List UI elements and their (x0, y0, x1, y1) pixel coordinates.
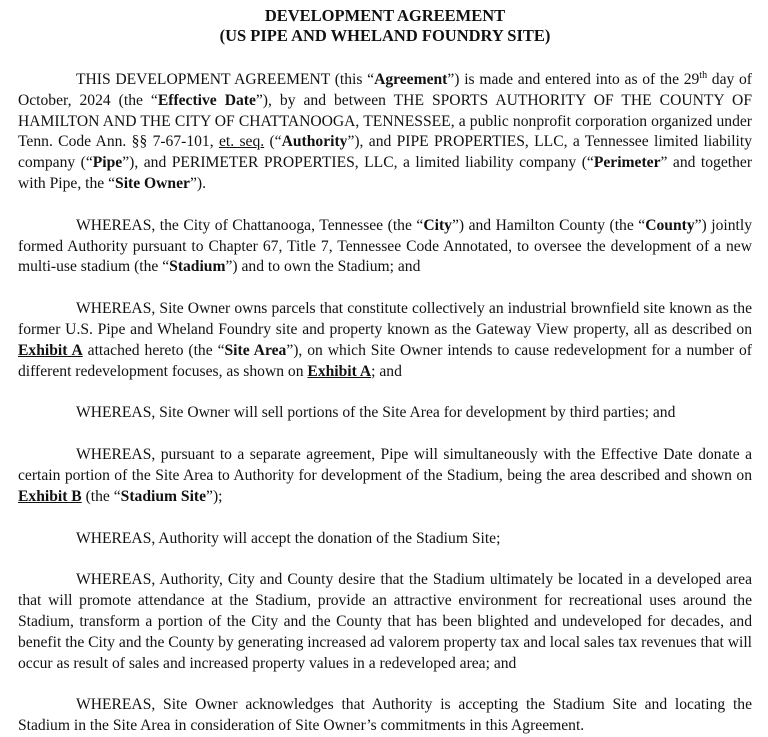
intro-paragraph: THIS DEVELOPMENT AGREEMENT (this “Agreement”) is made and entered into as of the 29th day of October, 2024 (the “Effective Date”), by and between THE SPORTS AUTHORITY OF THE COUNTY OF HAMILTON AND THE CITY OF CHATTANOOGA, TENNESSEE, a public nonprofit corporation organized under Tenn. Code Ann. §§ 7-67-101, et. seq. (“Authority”), and PIPE PROPERTIES, LLC, a Tennessee limited liability company (“Pipe”), and PERIMETER PROPERTIES, LLC, a limited liability company (“Perimeter” and together with Pipe, the “Site Owner”). (18, 69, 753, 192)
defined-term-pipe: Pipe (92, 154, 123, 172)
whereas-city-county: WHEREAS, the City of Chattanooga, Tennessee (the “City”) and Hamilton County (the “County”) jointly formed Authority pursuant to Chapter 67, Title 7, Tennessee Code Annotated, to oversee the development of a new multi-use stadium (the “Stadium”) and to own the Stadium; and (18, 216, 752, 276)
whereas-consideration: WHEREAS, Site Owner acknowledges that Authority is accepting the Stadium Site and locating the Stadium in the Site Area in consideration of Site Owner’s commitments in this Agreement. (18, 696, 752, 735)
document-subtitle: (US PIPE AND WHELAND FOUNDRY SITE) (219, 26, 551, 45)
defined-term-perimeter: Perimeter (593, 154, 661, 172)
whereas-site-area: WHEREAS, Site Owner owns parcels that constitute collectively an industrial brownfield site known as the former U.S. Pipe and Wheland Foundry site and property known as the Gateway View property, all as described on Exhibit A attached hereto (the “Site Area”), on which Site Owner intends to cause redevelopment for a number of different redevelopment focuses, as shown on Exhibit A; and (18, 300, 752, 380)
defined-term-site-owner: Site Owner (115, 174, 190, 192)
whereas-developed-area: WHEREAS, Authority, City and County desire that the Stadium ultimately be located in a developed area that will promote attendance at the Stadium, provide an attractive environment for recreational uses around the Stadium, transform a portion of the City and the County that has been blighted and undeveloped for decades, and benefit the City and the County by generating increased ad valorem property tax and local sales tax revenues that will occur as result of sales and increased property values in a redeveloped area; and (18, 571, 752, 672)
defined-term-site-area: Site Area (224, 341, 287, 359)
whereas-donation: WHEREAS, pursuant to a separate agreement, Pipe will simultaneously with the Effective Date donate a certain portion of the Site Area to Authority for development of the Stadium, being the area described and shown on Exhibit B (the “Stadium Site”); (18, 446, 752, 505)
defined-term-stadium: Stadium (169, 258, 226, 276)
et-seq: et. seq. (218, 133, 265, 151)
defined-term-authority: Authority (281, 133, 348, 151)
exhibit-a-reference-2: Exhibit A (307, 362, 372, 380)
document-title: DEVELOPMENT AGREEMENT (264, 6, 506, 25)
exhibit-a-reference: Exhibit A (18, 341, 83, 359)
whereas-accept-donation: WHEREAS, Authority will accept the donation of the Stadium Site; (76, 529, 501, 547)
defined-term-city: City (423, 216, 452, 234)
defined-term-agreement: Agreement (374, 71, 448, 88)
defined-term-county: County (645, 216, 695, 234)
whereas-sell-portions: WHEREAS, Site Owner will sell portions of the Site Area for development by third parties; and (76, 404, 676, 422)
defined-term-stadium-site: Stadium Site (120, 487, 207, 505)
defined-term-effective-date: Effective Date (157, 91, 256, 109)
exhibit-b-reference: Exhibit B (18, 487, 82, 505)
title-block (18, 6, 752, 46)
